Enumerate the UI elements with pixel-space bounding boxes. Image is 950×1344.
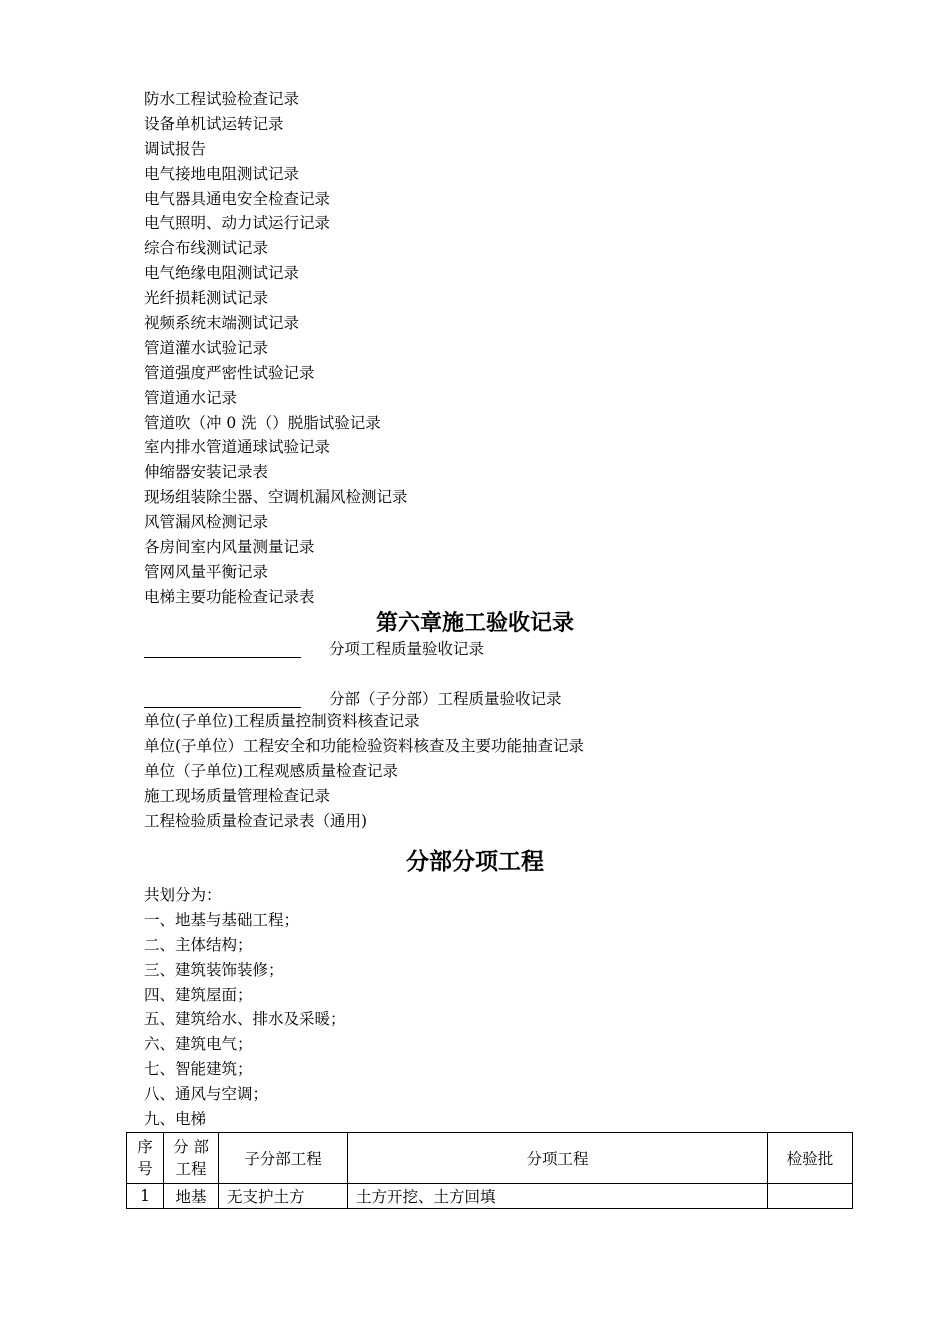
list-item: 四、建筑屋面； [144,985,253,1004]
list-item: 施工现场质量管理检查记录 [144,786,331,805]
header-subpart: 子分部工程 [219,1133,348,1184]
header-seq-line2: 号 [137,1160,153,1178]
list-item: 各房间室内风量测量记录 [144,538,315,557]
header-seq-line1: 序 [137,1138,153,1156]
list-item: 现场组装除尘器、空调机漏风检测记录 [144,488,408,507]
list-item: 室内排水管道通球试验记录 [144,438,331,457]
list-item: 电气接地电阻测试记录 [144,164,300,183]
list-item: 风管漏风检测记录 [144,513,269,532]
table-row [127,1184,853,1209]
list-item: 视频系统末端测试记录 [144,314,300,333]
list-item: 单位(子单位)工程质量控制资料核查记录 [144,712,420,730]
underlined-record-row [144,686,844,710]
list-item: 七、智能建筑； [144,1060,253,1079]
list-item: 光纤损耗测试记录 [144,289,269,308]
cell-subpart: 无支护土方 [219,1184,348,1209]
list-item: 九、电梯 [144,1110,207,1129]
list-item: 管网风量平衡记录 [144,562,269,581]
division-list [144,883,844,1132]
list-item: 六、建筑电气； [144,1035,253,1054]
list-item: 电气照明、动力试运行记录 [144,214,331,233]
division-table [126,1132,853,1209]
list-item: 电气绝缘电阻测试记录 [144,264,300,283]
list-item: 五、建筑给水、排水及采暖； [144,1010,346,1029]
list-item: 防水工程试验检查记录 [144,90,300,108]
chapter-title: 第六章施工验收记录 [375,610,574,636]
list-item: 电气器具通电安全检查记录 [144,189,331,208]
cell-seq: 1 [127,1184,164,1209]
list-item: 综合布线测试记录 [144,239,269,258]
header-part [164,1133,219,1184]
underlined-record-row [144,636,844,660]
list-item: 工程检验质量检查记录表（通用) [144,811,368,830]
header-part-line2: 工程 [175,1160,207,1178]
list-item: 设备单机试运转记录 [144,114,284,133]
intro-text: 共划分为： [144,886,222,904]
list-item: 伸缩器安装记录表 [144,463,269,482]
header-part-line1: 分 部 [173,1138,209,1156]
list-item: 管道通水记录 [144,388,238,407]
list-item: 管道吹（冲 0 洗（）脱脂试验记录 [144,413,381,432]
list-item: 管道灌水试验记录 [144,338,269,357]
section-title: 分部分项工程 [406,848,544,875]
record-label: 分项工程质量验收记录 [329,640,485,658]
records-list [144,87,844,610]
list-item: 调试报告 [144,139,207,158]
header-batch: 检验批 [768,1133,853,1184]
cell-batch [768,1184,853,1209]
header-seq [127,1133,164,1184]
list-item: 三、建筑装饰装修； [144,960,284,979]
list-item: 单位(子单位）工程安全和功能检验资料核查及主要功能抽查记录 [144,736,585,755]
header-item: 分项工程 [348,1133,768,1184]
underline-blank [144,657,301,658]
cell-part: 地基 [164,1184,219,1209]
list-item: 二、主体结构； [144,935,253,954]
cell-item: 土方开挖、土方回填 [348,1184,768,1209]
list-item: 一、地基与基础工程； [144,910,300,929]
list-item: 电梯主要功能检查记录表 [144,587,315,606]
chapter6-records [144,709,844,833]
list-item: 单位（子单位)工程观感质量检查记录 [144,761,399,780]
record-label: 分部（子分部）工程质量验收记录 [329,690,562,708]
list-item: 八、通风与空调； [144,1085,269,1104]
table-header-row [127,1133,853,1184]
list-item: 管道强度严密性试验记录 [144,363,315,382]
underline-blank [144,707,301,708]
